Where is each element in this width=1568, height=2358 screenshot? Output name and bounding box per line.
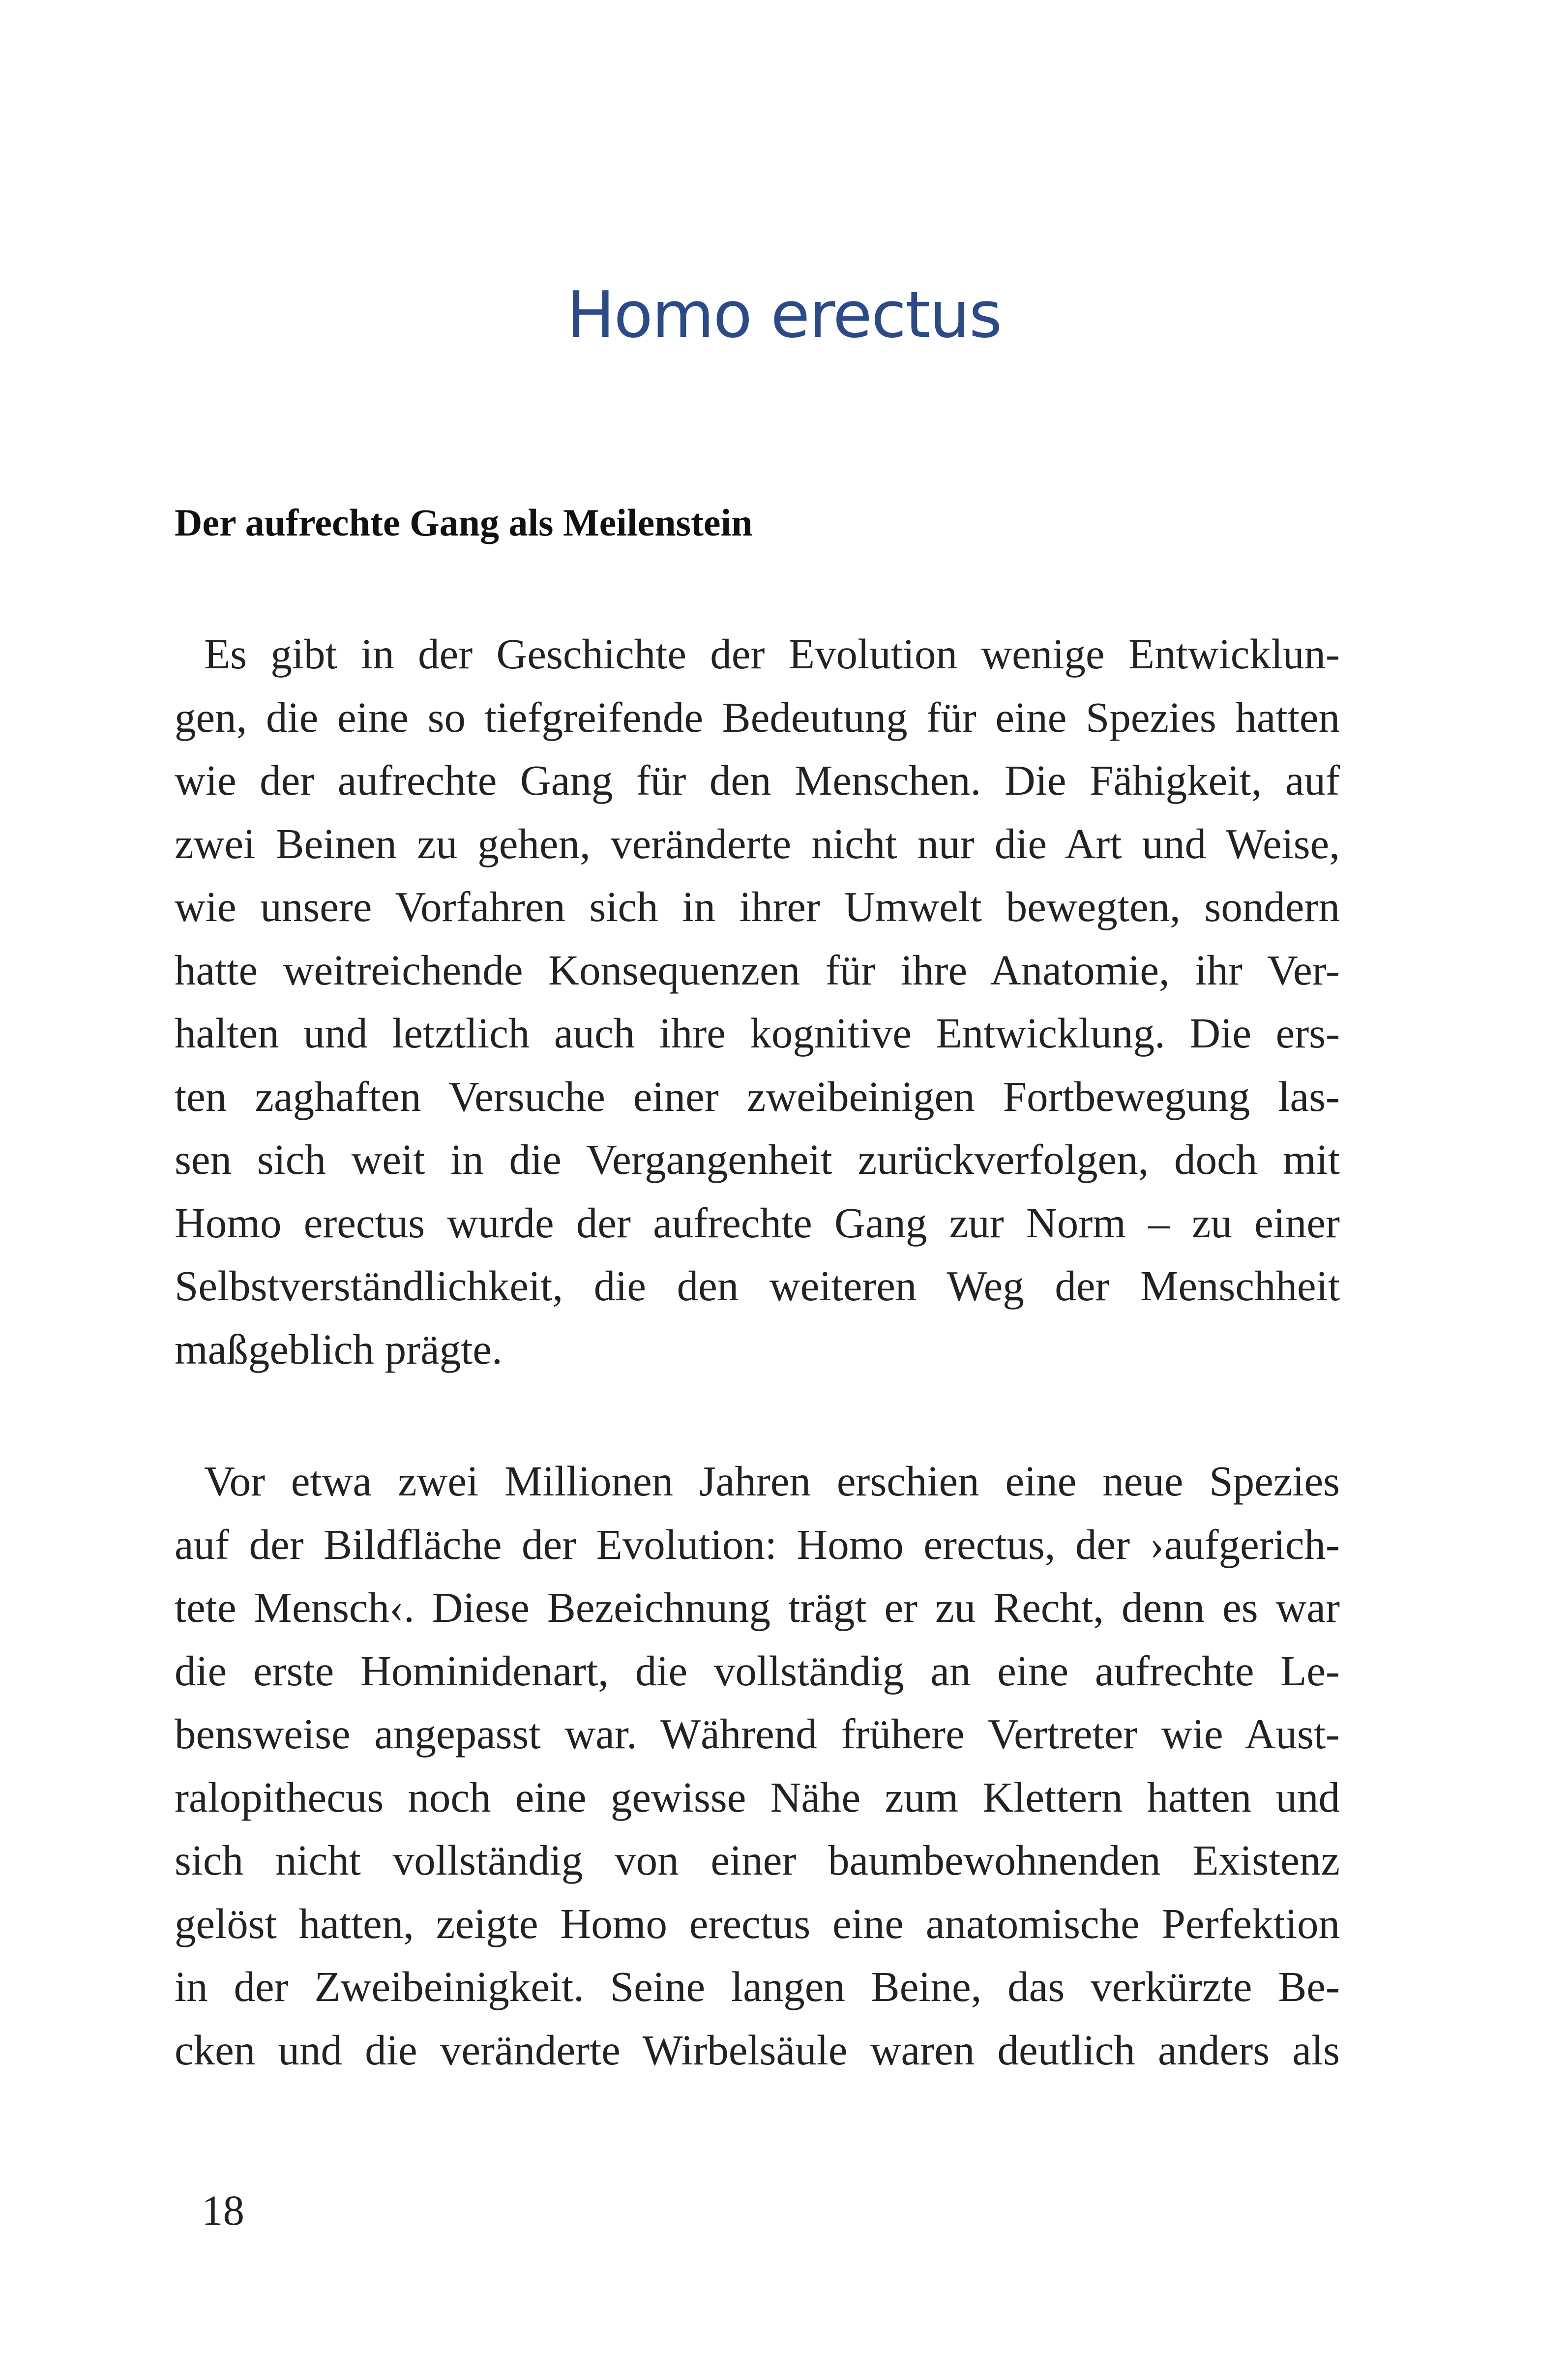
text-line: bensweise angepasst war. Während frühere Vertreter wie Aust- xyxy=(175,1710,1340,1758)
text-line: ralopithecus noch eine gewisse Nähe zum Klettern hatten und xyxy=(175,1773,1340,1821)
text-line: wie unsere Vorfahren sich in ihrer Umwelt bewegten, sondern xyxy=(175,883,1340,930)
paragraph-1 xyxy=(175,623,1340,1381)
text-line: maßgeblich prägte. xyxy=(175,1325,503,1373)
page-number: 18 xyxy=(202,2186,244,2234)
text-line: Selbstverständlichkeit, die den weiteren Weg der Menschheit xyxy=(175,1262,1340,1310)
text-line: tete Mensch‹. Diese Bezeichnung trägt er zu Recht, denn es war xyxy=(175,1583,1340,1631)
text-line: Homo erectus wurde der aufrechte Gang zur Norm – zu einer xyxy=(175,1198,1340,1247)
text-line: Es gibt in der Geschichte der Evolution wenige Entwicklun- xyxy=(204,630,1340,678)
paragraph-2 xyxy=(175,1450,1340,2082)
text-line: gelöst hatten, zeigte Homo erectus eine anatomische Perfektion xyxy=(175,1899,1340,1947)
text-line: hatte weitreichende Konsequenzen für ihre Anatomie, ihr Ver- xyxy=(175,946,1340,994)
section-heading: Der aufrechte Gang als Meilenstein xyxy=(175,501,753,544)
text-line: wie der aufrechte Gang für den Menschen. Die Fähigkeit, auf xyxy=(175,756,1340,804)
text-line: cken und die veränderte Wirbelsäule waren deutlich anders als xyxy=(175,2026,1340,2074)
chapter-title: Homo erectus xyxy=(566,277,1002,352)
text-line: die erste Hominidenart, die vollständig an eine aufrechte Le- xyxy=(175,1646,1340,1695)
text-line: ten zaghaften Versuche einer zweibeinigen Fortbewegung las- xyxy=(175,1072,1340,1120)
text-line: zwei Beinen zu gehen, veränderte nicht nur die Art und Weise, xyxy=(175,819,1340,867)
text-line: halten und letztlich auch ihre kognitive Entwicklung. Die ers- xyxy=(175,1009,1340,1057)
text-line: sich nicht vollständig von einer baumbewohnenden Existenz xyxy=(175,1836,1340,1884)
text-line: Vor etwa zwei Millionen Jahren erschien eine neue Spezies xyxy=(204,1457,1340,1505)
text-line: in der Zweibeinigkeit. Seine langen Beine, das verkürzte Be- xyxy=(175,1963,1340,2010)
text-line: gen, die eine so tiefgreifende Bedeutung für eine Spezies hatten xyxy=(175,693,1340,741)
text-line: sen sich weit in die Vergangenheit zurückverfolgen, doch mit xyxy=(175,1135,1340,1183)
text-line: auf der Bildfläche der Evolution: Homo erectus, der ›aufgerich- xyxy=(175,1520,1340,1568)
